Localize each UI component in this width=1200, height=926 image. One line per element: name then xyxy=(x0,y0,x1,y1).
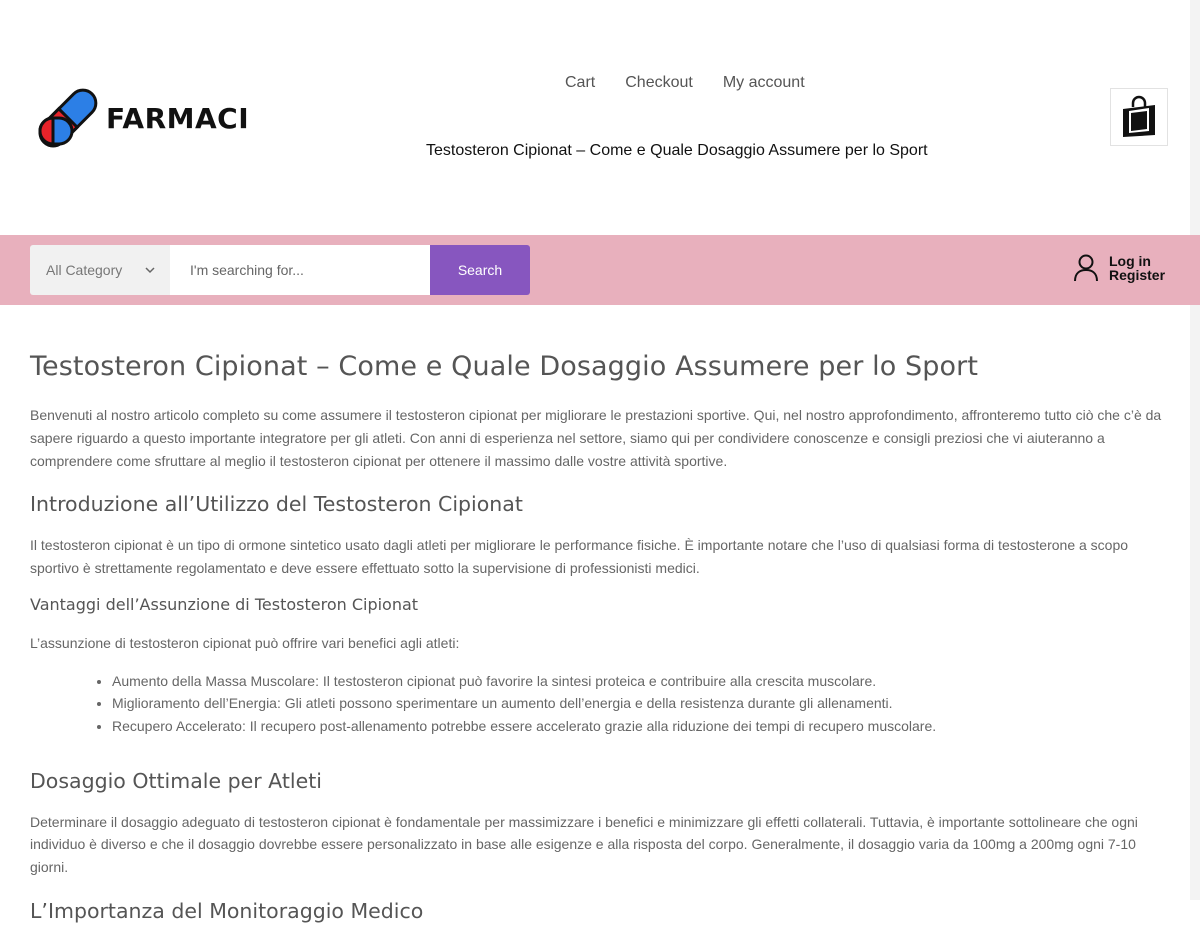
pill-logo-icon xyxy=(36,87,100,149)
section-text-vantaggi: L’assunzione di testosteron cipionat può offrire vari benefici agli atleti: xyxy=(30,634,460,651)
nav-my-account-link[interactable]: My account xyxy=(722,74,805,91)
search-button[interactable]: Search xyxy=(430,245,530,295)
search-bar xyxy=(0,235,1200,305)
register-link[interactable]: Register xyxy=(1109,267,1166,283)
section-heading-vantaggi: Vantaggi dell’Assunzione di Testosteron Cipionat xyxy=(30,594,419,614)
section-heading-monitoraggio: L’Importanza del Monitoraggio Medico xyxy=(30,898,424,923)
section-text-dosaggio: Determinare il dosaggio adeguato di testosteron cipionat è fondamentale per massimizzare i benefici e minimizzare gli effetti collaterali. Tuttavia, è importante sottolineare che ogni individuo è diverso e che il dosaggio dovrebbe essere personalizzato in base alle esigenze e alla risposta del corpo. Generalmente, il dosaggio varia da 100mg a 200mg ogni 7-10 giorni. xyxy=(30,813,1138,876)
search-input[interactable] xyxy=(170,245,430,295)
site-logo[interactable] xyxy=(36,87,249,149)
benefits-list xyxy=(30,670,1175,738)
section-heading-introduzione: Introduzione all’Utilizzo del Testosteron Cipionat xyxy=(30,492,523,517)
article-content xyxy=(30,346,1175,926)
list-item: • Aumento della Massa Muscolare: Il testosteron cipionat può favorire la sintesi proteica e contribuire alla crescita muscolare. xyxy=(112,670,1175,693)
header-article-link[interactable]: Testosteron Cipionat – Come e Quale Dosaggio Assumere per lo Sport xyxy=(426,142,928,159)
logo-text: FARMACI xyxy=(106,101,250,135)
article-intro: Benvenuti al nostro articolo completo su come assumere il testosteron cipionat per migliorare le prestazioni sportive. Qui, nel nostro approfondimento, affronteremo tutto ciò che c’è da sapere riguardo a questo importante integratore per gli atleti. Con anni di esperienza nel settore, siamo qui per condividere conoscenze e consigli preziosi che vi aiuteranno a comprendere come sfruttare al meglio il testosteron cipionat per ottenere il massimo dalle vostre attività sportive. xyxy=(30,407,1162,469)
login-link[interactable]: Log in xyxy=(1109,253,1151,269)
category-select[interactable] xyxy=(30,245,170,295)
nav-checkout-link[interactable]: Checkout xyxy=(625,74,693,91)
list-item: • Recupero Accelerato: Il recupero post-allenamento potrebbe essere accelerato grazie alla riduzione dei tempi di recupero muscolare. xyxy=(112,715,1175,738)
site-header xyxy=(0,0,1200,235)
account-links xyxy=(1109,254,1165,282)
nav-cart-link[interactable]: Cart xyxy=(565,74,596,91)
account-area xyxy=(1073,254,1165,282)
section-text-introduzione: Il testosteron cipionat è un tipo di ormone sintetico usato dagli atleti per migliorare le performance fisiche. È importante notare che l’uso di qualsiasi forma di testosterone a scopo sportivo è strettamente regolamentato e deve essere effettuato sotto la supervisione di professionisti medici. xyxy=(30,537,1129,577)
shopping-bag-icon xyxy=(1119,95,1159,139)
section-heading-dosaggio: Dosaggio Ottimale per Atleti xyxy=(30,768,322,793)
user-icon[interactable] xyxy=(1073,254,1099,282)
cart-button[interactable] xyxy=(1110,88,1168,146)
category-select-value: All Category xyxy=(46,262,123,278)
chevron-down-icon xyxy=(144,265,156,275)
list-item: • Miglioramento dell’Energia: Gli atleti possono sperimentare un aumento dell’energia e della resistenza durante gli allenamenti. xyxy=(112,692,1175,715)
article-title: Testosteron Cipionat – Come e Quale Dosaggio Assumere per lo Sport xyxy=(30,351,979,382)
main-nav xyxy=(550,72,820,94)
